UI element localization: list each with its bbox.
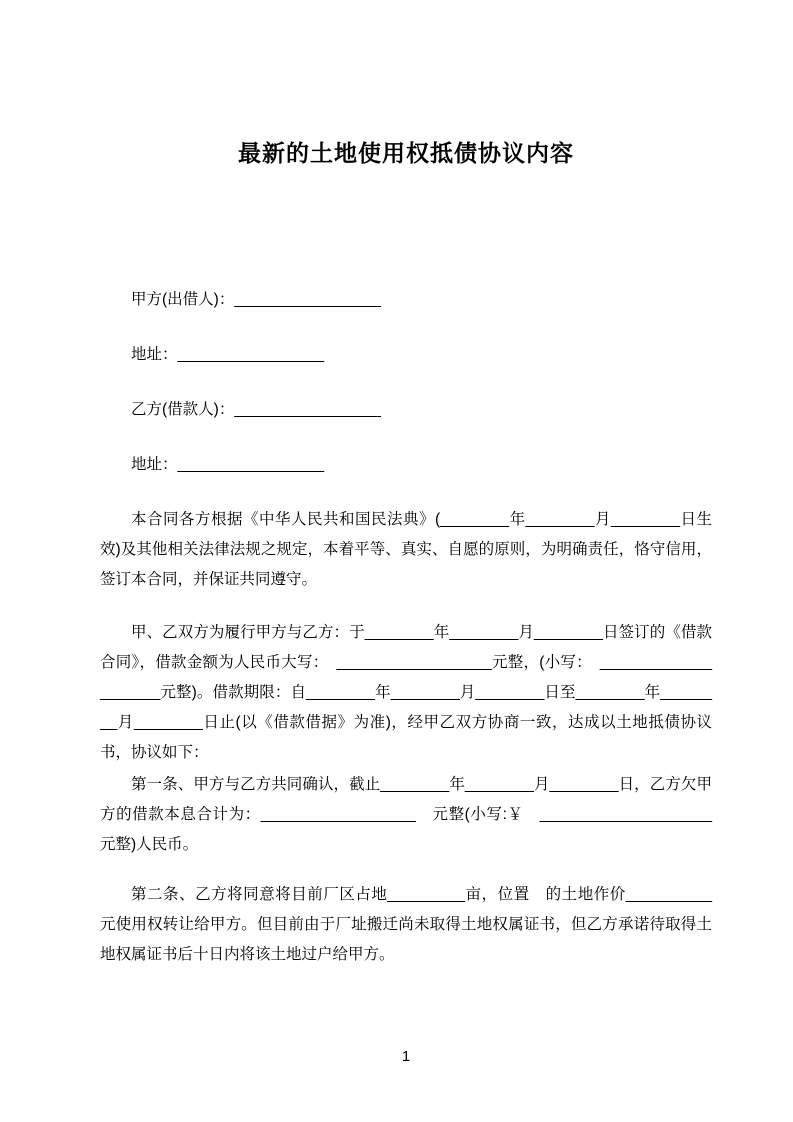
paragraph-loan-terms: 甲、乙双方为履行甲方与乙方：于________年________月________日签订的《借款合同》，借款金额为人民币大写： __________________元整，(小写： ____________________元整)。借款期限：自________年________月________日至________年________月________日止(以《借款借据》为准)，经甲乙双方协商一致，达成以土地抵债协议书，协议如下： (100, 624, 712, 761)
paragraph-article-1: 第一条、甲方与乙方共同确认，截止________年________月________日，乙方欠甲方的借款本息合计为：__________________ 元整(小写:￥ ____________________元整)人民币。 (100, 776, 712, 853)
field-address-b-blank: _________________ (177, 456, 325, 473)
field-party-b-blank: _________________ (234, 401, 381, 418)
field-address-a (100, 340, 712, 370)
field-party-b-label: 乙方(借款人)： (131, 401, 235, 418)
field-address-a-blank: _________________ (177, 346, 325, 363)
paragraph-legal-basis: 本合同各方根据《中华人民共和国民法典》(________年________月________日生效)及其他相关法律法规之规定，本着平等、真实、自愿的原则，为明确责任，恪守信用，签订本合同，并保证共同遵守。 (100, 511, 712, 588)
field-party-a-label: 甲方(出借人)： (131, 291, 235, 308)
field-party-a-blank: _________________ (234, 291, 381, 308)
document-title: 最新的土地使用权抵债协议内容 (238, 140, 574, 166)
page-number: 1 (401, 1048, 411, 1065)
field-address-b-label: 地址： (131, 456, 178, 473)
field-address-a-label: 地址： (131, 346, 178, 363)
field-address-b (100, 450, 712, 480)
field-party-b (100, 395, 712, 425)
field-party-a (100, 285, 712, 315)
paragraph-article-2: 第二条、乙方将同意将目前厂区占地_________亩，位置 的土地作价__________元使用权转让给甲方。但目前由于厂址搬迁尚未取得土地权属证书，但乙方承诺待取得土地权属证书后十日内将该土地过户给甲方。 (100, 886, 712, 963)
